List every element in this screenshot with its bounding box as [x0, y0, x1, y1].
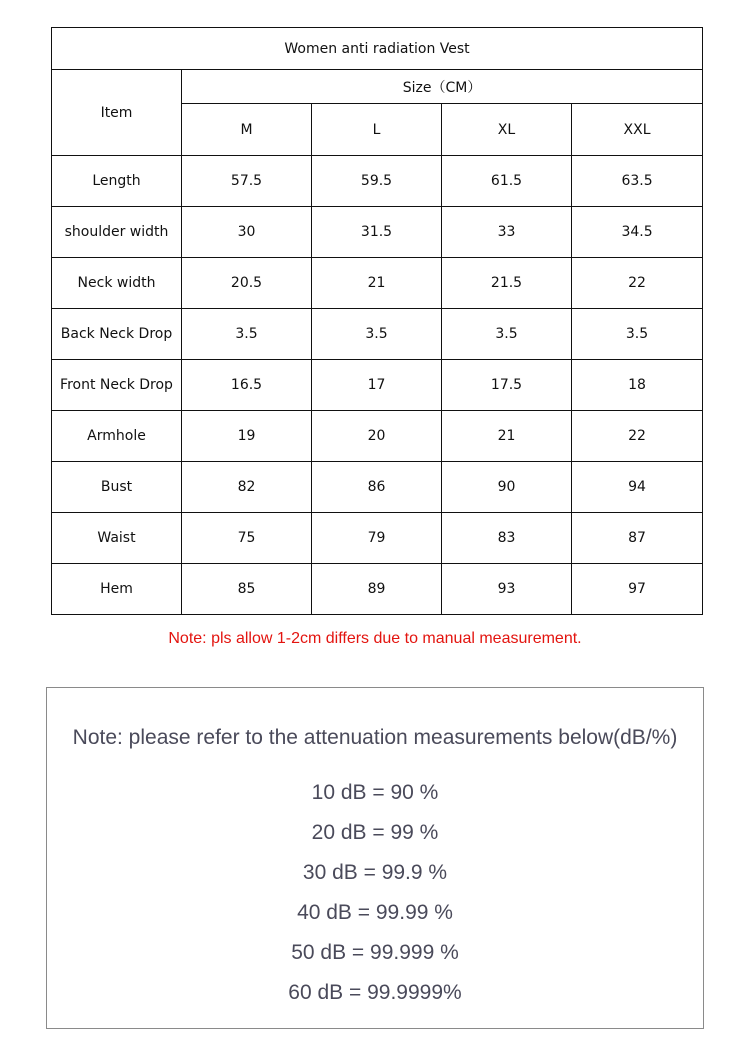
table-cell: 21.5 [442, 258, 572, 309]
table-cell: 75 [182, 513, 312, 564]
row-label: Armhole [52, 411, 182, 462]
attenuation-item: 30 dB = 99.9 % [302, 861, 448, 884]
row-label: shoulder width [52, 207, 182, 258]
table-cell: 21 [312, 258, 442, 309]
attenuation-item: 60 dB = 99.9999% [288, 981, 462, 1004]
size-col-m: M [182, 104, 312, 156]
table-row [52, 360, 703, 411]
table-cell: 20 [312, 411, 442, 462]
attenuation-box [46, 687, 704, 1029]
row-label: Front Neck Drop [52, 360, 182, 411]
row-label: Hem [52, 564, 182, 615]
table-cell: 17 [312, 360, 442, 411]
size-chart-table [51, 27, 703, 615]
table-cell: 31.5 [312, 207, 442, 258]
attenuation-list [47, 780, 703, 1020]
table-cell: 59.5 [312, 156, 442, 207]
size-col-xl: XL [442, 104, 572, 156]
table-cell: 85 [182, 564, 312, 615]
table-row [52, 258, 703, 309]
table-cell: 61.5 [442, 156, 572, 207]
row-label: Length [52, 156, 182, 207]
table-cell: 30 [182, 207, 312, 258]
table-row [52, 207, 703, 258]
table-cell: 22 [572, 258, 703, 309]
table-row [52, 156, 703, 207]
table-cell: 16.5 [182, 360, 312, 411]
attenuation-item: 20 dB = 99 % [311, 821, 439, 844]
attenuation-title: Note: please refer to the attenuation measurements below(dB/%) [72, 726, 678, 749]
table-row [52, 309, 703, 360]
table-cell: 93 [442, 564, 572, 615]
size-header: Size（CM） [182, 70, 703, 104]
row-label: Bust [52, 462, 182, 513]
table-cell: 79 [312, 513, 442, 564]
table-cell: 22 [572, 411, 703, 462]
table-row [52, 513, 703, 564]
table-cell: 17.5 [442, 360, 572, 411]
attenuation-item: 40 dB = 99.99 % [297, 901, 453, 924]
table-cell: 63.5 [572, 156, 703, 207]
table-row [52, 564, 703, 615]
table-cell: 3.5 [572, 309, 703, 360]
item-header: Item [52, 70, 182, 156]
table-cell: 97 [572, 564, 703, 615]
row-label: Back Neck Drop [52, 309, 182, 360]
table-cell: 86 [312, 462, 442, 513]
table-cell: 21 [442, 411, 572, 462]
table-cell: 20.5 [182, 258, 312, 309]
table-cell: 83 [442, 513, 572, 564]
table-cell: 94 [572, 462, 703, 513]
table-title: Women anti radiation Vest [52, 28, 703, 70]
table-cell: 87 [572, 513, 703, 564]
measurement-note: Note: pls allow 1-2cm differs due to manual measurement. [168, 630, 582, 647]
table-cell: 33 [442, 207, 572, 258]
table-cell: 34.5 [572, 207, 703, 258]
row-label: Waist [52, 513, 182, 564]
table-cell: 18 [572, 360, 703, 411]
table-row [52, 411, 703, 462]
table-cell: 3.5 [182, 309, 312, 360]
table-cell: 3.5 [312, 309, 442, 360]
size-col-l: L [312, 104, 442, 156]
table-row [52, 462, 703, 513]
table-cell: 90 [442, 462, 572, 513]
table-cell: 3.5 [442, 309, 572, 360]
size-col-xxl: XXL [572, 104, 703, 156]
table-cell: 89 [312, 564, 442, 615]
row-label: Neck width [52, 258, 182, 309]
table-cell: 82 [182, 462, 312, 513]
attenuation-item: 50 dB = 99.999 % [291, 941, 459, 964]
table-cell: 19 [182, 411, 312, 462]
table-cell: 57.5 [182, 156, 312, 207]
attenuation-item: 10 dB = 90 % [311, 781, 439, 804]
